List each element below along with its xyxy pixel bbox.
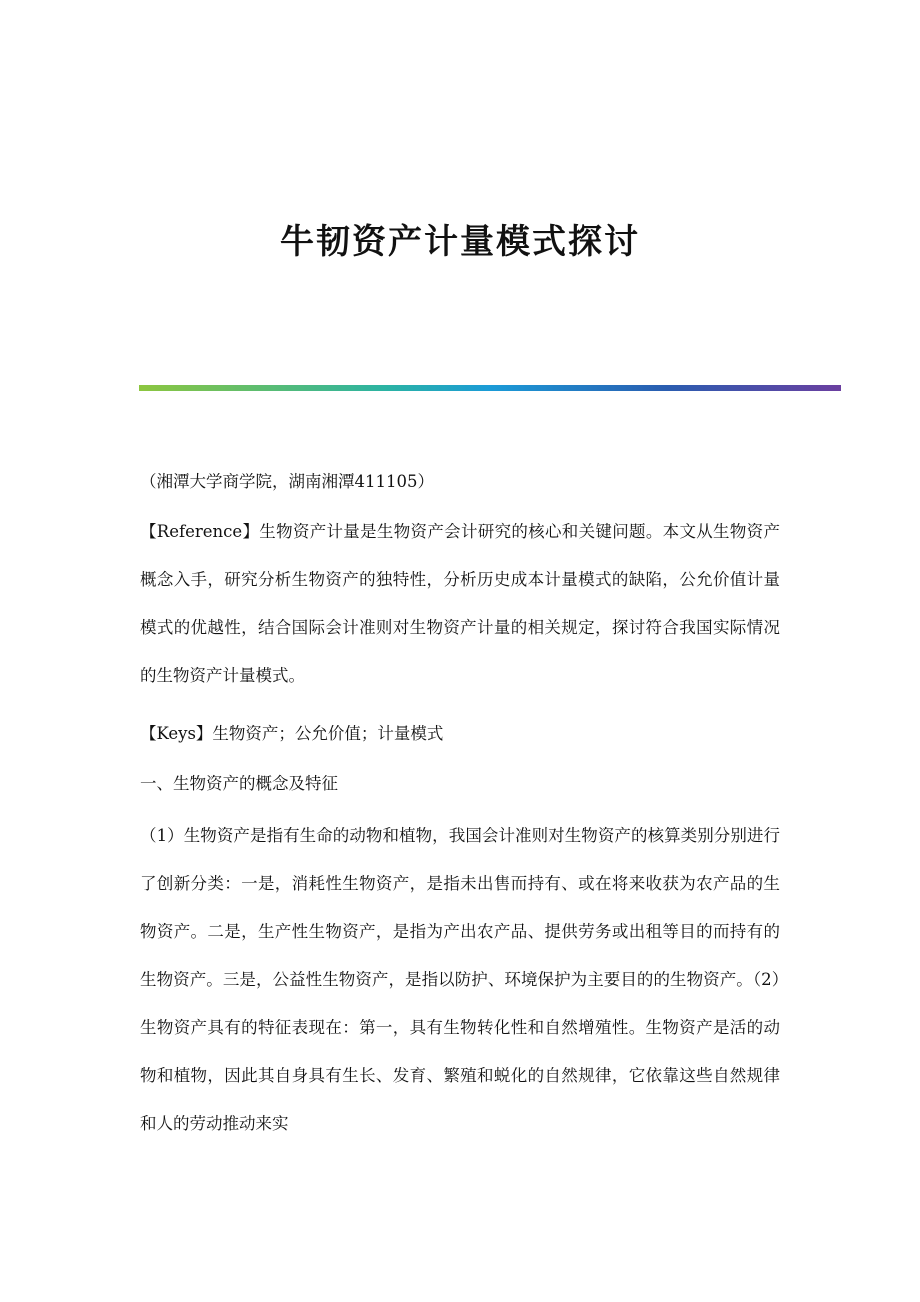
affiliation-line: （湘潭大学商学院，湖南湘潭411105） (140, 472, 434, 491)
keywords-line: 【Keys】生物资产；公允价值；计量模式 (140, 724, 444, 743)
section-heading: 一、生物资产的概念及特征 (140, 774, 338, 793)
document-body (140, 466, 780, 1166)
gradient-divider (139, 385, 841, 391)
section-body-paragraph: （1）生物资产是指有生命的动物和植物，我国会计准则对生物资产的核算类别分别进行了创新分类：一是，消耗性生物资产，是指未出售而持有、或在将来收获为农产品的生物资产。二是，生产性生物资产，是指为产出农产品、提供劳务或出租等目的而持有的生物资产。三是，公益性生物资产，是指以防护、环境保护为主要目的的生物资产。（2）生物资产具有的特征表现在：第一，具有生物转化性和自然增殖性。生物资产是活的动物和植物，因此其自身具有生长、发育、繁殖和蜕化的自然规律，它依靠这些自然规律和人的劳动推动来实 (140, 826, 780, 1133)
document-title: 牛韧资产计量模式探讨 (280, 222, 640, 262)
abstract-paragraph: 【Reference】生物资产计量是生物资产会计研究的核心和关键问题。本文从生物资产概念入手，研究分析生物资产的独特性，分析历史成本计量模式的缺陷，公允价值计量模式的优越性，结合国际会计准则对生物资产计量的相关规定，探讨符合我国实际情况的生物资产计量模式。 (140, 522, 780, 685)
